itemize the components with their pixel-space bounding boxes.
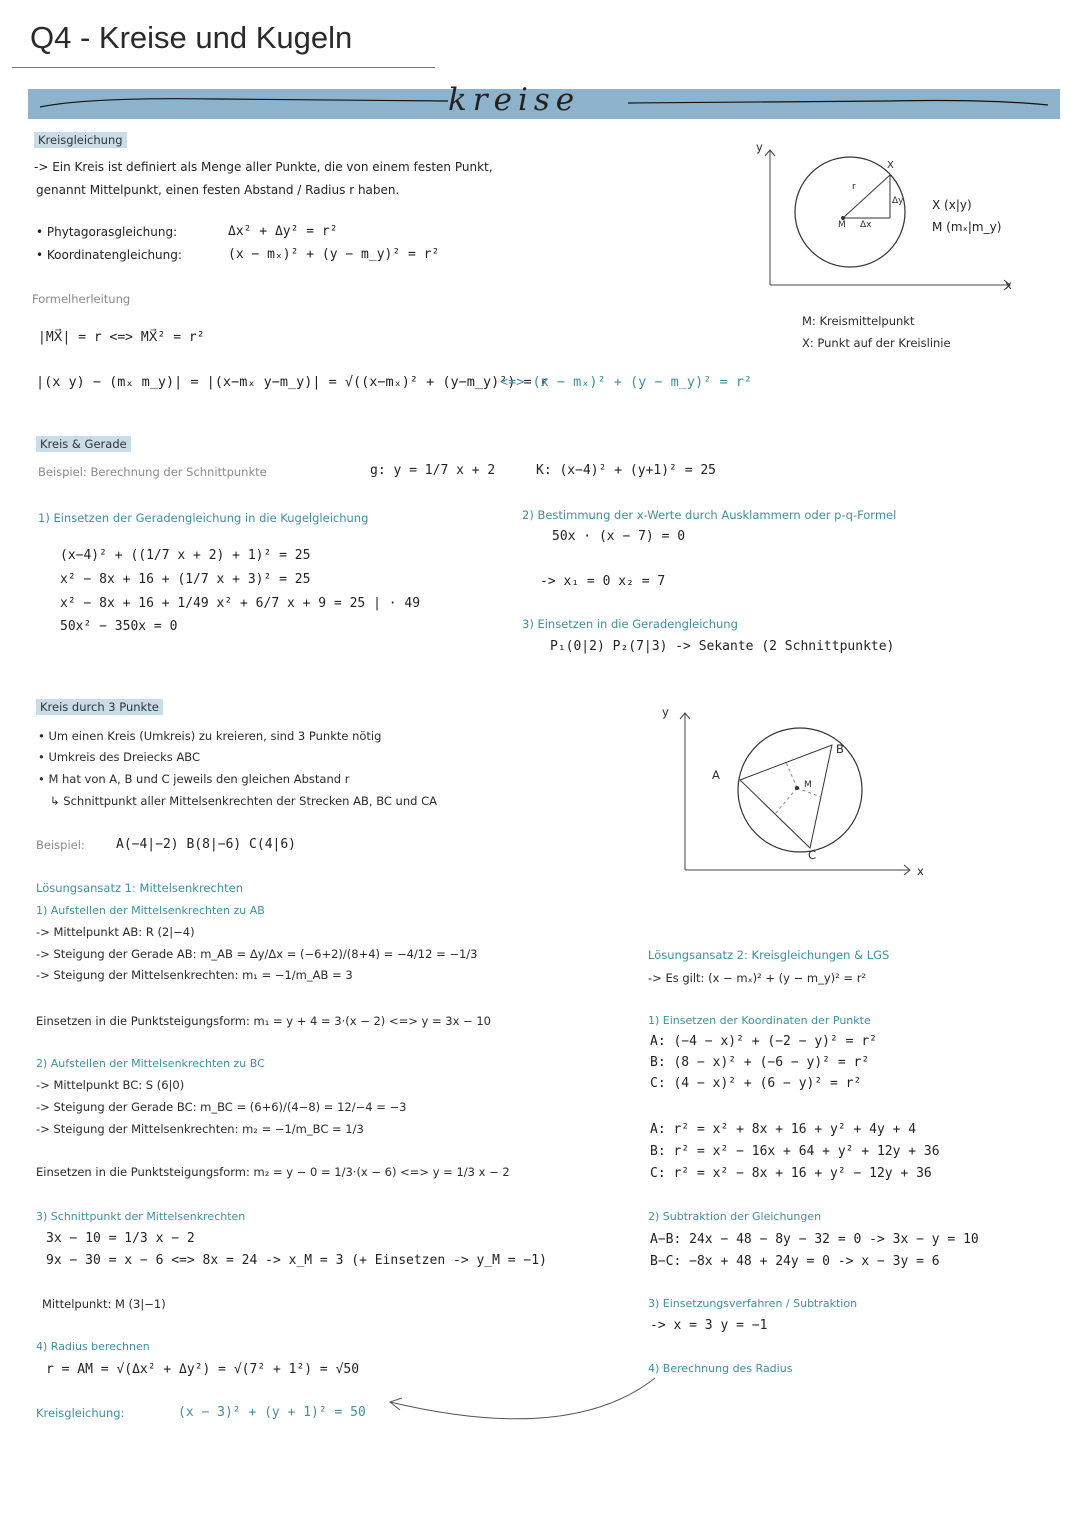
ansatz2-line-3: B: (8 − x)² + (−6 − y)² = r² (650, 1055, 870, 1070)
calc-line-4: 50x² − 350x = 0 (60, 619, 178, 634)
bullet-4: ↳ Schnittpunkt aller Mittelsenkrechten der Strecken AB, BC und CA (50, 794, 437, 808)
ansatz2-step3: 3) Einsetzungsverfahren / Subtraktion (648, 1297, 858, 1310)
calc-line-3: x² − 8x + 16 + 1/49 x² + 6/7 x + 9 = 25 | · 49 (60, 596, 421, 611)
ansatz1-kreisgleichung: (x − 3)² + (y + 1)² = 50 (178, 1405, 366, 1420)
diagram2-point-b: B (836, 742, 844, 756)
ansatz1-title: Lösungsansatz 1: Mittelsenkrechten (36, 881, 243, 895)
ansatz2-line-6: B: r² = x² − 16x + 64 + y² + 12y + 36 (650, 1144, 940, 1159)
ansatz1-line-12: r = AM = √(Δx² + Δy²) = √(7² + 1²) = √50 (46, 1362, 360, 1377)
curved-arrow (370, 1370, 670, 1460)
ansatz2-step4: 4) Berechnung des Radius (648, 1362, 793, 1375)
ansatz1-kreisgleichung-label: Kreisgleichung: (36, 1406, 125, 1420)
legend-m-meaning: M: Kreismittelpunkt (802, 314, 915, 328)
ansatz2-step2: 2) Subtraktion der Gleichungen (648, 1210, 822, 1223)
ansatz1-line-2: -> Steigung der Gerade AB: m_AB = Δy/Δx = (−6+2)/(8+4) = −4/12 = −1/3 (36, 947, 478, 961)
diagram1-x-label: x (1005, 278, 1012, 292)
banner-title: kreise (448, 82, 581, 118)
koordinaten-label: • Koordinatengleichung: (36, 248, 182, 262)
ansatz2-line-10: -> x = 3 y = −1 (650, 1318, 768, 1333)
title-rule (12, 67, 435, 68)
beispiel-label: Beispiel: (36, 838, 85, 852)
ansatz1-line-9: 3x − 10 = 1/3 x − 2 (46, 1231, 195, 1246)
diagram1-delta-y: Δy (892, 196, 904, 206)
bullet-2: • Umkreis des Dreiecks ABC (38, 750, 201, 764)
legend-x-meaning: X: Punkt auf der Kreislinie (802, 336, 951, 350)
page-title: Q4 - Kreise und Kugeln (30, 20, 353, 55)
derivation-line-2b: <=> (x − mₓ)² + (y − m_y)² = r² (500, 374, 752, 390)
ansatz1-line-1: -> Mittelpunkt AB: R (2|−4) (36, 925, 195, 939)
bullet-3: • M hat von A, B und C jeweils den gleichen Abstand r (38, 772, 350, 786)
formelherleitung-label: Formelherleitung (32, 292, 131, 306)
step1-einsetzen: 1) Einsetzen der Geradengleichung in die Kugelgleichung (38, 511, 369, 525)
ansatz2-line-5: A: r² = x² + 8x + 16 + y² + 4y + 4 (650, 1122, 917, 1137)
bullet-1: • Um einen Kreis (Umkreis) zu kreieren, sind 3 Punkte nötig (38, 729, 382, 743)
diagram1-radius-r: r (852, 182, 856, 192)
ansatz2-title: Lösungsansatz 2: Kreisgleichungen & LGS (648, 948, 890, 962)
calc-line-6: -> x₁ = 0 x₂ = 7 (540, 574, 666, 589)
legend-m-coords: M (mₓ|m_y) (932, 220, 1002, 234)
diagram1-point-m: M (838, 220, 846, 230)
definition-line-2: genannt Mittelpunkt, einen festen Abstand / Radius r haben. (36, 183, 400, 197)
calc-line-1: (x−4)² + ((1/7 x + 2) + 1)² = 25 (60, 548, 311, 563)
ansatz1-line-11: Mittelpunkt: M (3|−1) (42, 1297, 166, 1311)
derivation-line-2a: |(x y) − (mₓ m_y)| = |(x−mₓ y−m_y)| = √((x−mₓ)² + (y−m_y)²) = r (36, 374, 549, 390)
diagram1-point-x: X (887, 160, 894, 171)
ansatz1-line-5: -> Mittelpunkt BC: S (6|0) (36, 1078, 185, 1092)
ansatz2-line-9: B−C: −8x + 48 + 24y = 0 -> x − 3y = 6 (650, 1254, 940, 1269)
tag-kreis-gerade: Kreis & Gerade (36, 436, 131, 452)
beispiel-points: A(−4|−2) B(8|−6) C(4|6) (116, 837, 297, 852)
koordinaten-equation: (x − mₓ)² + (y − m_y)² = r² (228, 247, 440, 262)
step2-bestimmung: 2) Bestimmung der x-Werte durch Ausklammern oder p-q-Formel (522, 508, 897, 522)
ansatz2-line-1: -> Es gilt: (x − mₓ)² + (y − m_y)² = r² (648, 971, 867, 985)
calc-line-7: P₁(0|2) P₂(7|3) -> Sekante (2 Schnittpunkte) (550, 639, 895, 654)
circle-equation-k: K: (x−4)² + (y+1)² = 25 (536, 463, 717, 478)
ansatz1-line-8: Einsetzen in die Punktsteigungsform: m₂ = y − 0 = 1/3·(x − 6) <=> y = 1/3 x − 2 (36, 1165, 510, 1179)
ansatz1-step1: 1) Aufstellen der Mittelsenkrechten zu AB (36, 904, 265, 917)
step3-einsetzen: 3) Einsetzen in die Geradengleichung (522, 617, 738, 631)
beispiel-schnittpunkte: Beispiel: Berechnung der Schnittpunkte (38, 465, 267, 479)
diagram2-y-label: y (662, 705, 669, 719)
ansatz1-line-6: -> Steigung der Gerade BC: m_BC = (6+6)/(4−8) = 12/−4 = −3 (36, 1100, 407, 1114)
ansatz1-step4: 4) Radius berechnen (36, 1340, 150, 1353)
diagram1-delta-x: Δx (860, 220, 872, 230)
diagram2-x-label: x (917, 864, 924, 878)
ansatz1-line-7: -> Steigung der Mittelsenkrechten: m₂ = −1/m_BC = 1/3 (36, 1122, 364, 1136)
diagram2-point-m: M (804, 780, 812, 790)
ansatz1-line-10: 9x − 30 = x − 6 <=> 8x = 24 -> x_M = 3 (+ Einsetzen -> y_M = −1) (46, 1253, 547, 1268)
pythagoras-equation: Δx² + Δy² = r² (228, 224, 338, 239)
diagram2-point-a: A (712, 768, 720, 782)
line-equation-g: g: y = 1/7 x + 2 (370, 463, 496, 478)
calc-line-2: x² − 8x + 16 + (1/7 x + 3)² = 25 (60, 572, 311, 587)
ansatz2-line-2: A: (−4 − x)² + (−2 − y)² = r² (650, 1034, 877, 1049)
ansatz2-line-7: C: r² = x² − 8x + 16 + y² − 12y + 36 (650, 1166, 932, 1181)
pythagoras-label: • Phytagorasgleichung: (36, 225, 178, 239)
definition-line-1: -> Ein Kreis ist definiert als Menge aller Punkte, die von einem festen Punkt, (34, 160, 493, 174)
ansatz2-line-4: C: (4 − x)² + (6 − y)² = r² (650, 1076, 862, 1091)
ansatz1-step2: 2) Aufstellen der Mittelsenkrechten zu BC (36, 1057, 265, 1070)
derivation-line-1: |MX⃗| = r <=> MX⃗² = r² (38, 330, 205, 345)
triangle-circle-diagram (660, 705, 920, 880)
ansatz2-line-8: A−B: 24x − 48 − 8y − 32 = 0 -> 3x − y = 10 (650, 1232, 979, 1247)
diagram2-point-c: C (808, 848, 817, 862)
calc-line-5: 50x · (x − 7) = 0 (552, 529, 686, 544)
diagram1-y-label: y (756, 140, 763, 154)
legend-x-coords: X (x|y) (932, 198, 972, 212)
ansatz2-step1: 1) Einsetzen der Koordinaten der Punkte (648, 1014, 871, 1027)
tag-kreisgleichung: Kreisgleichung (34, 132, 127, 148)
ansatz1-line-4: Einsetzen in die Punktsteigungsform: m₁ = y + 4 = 3·(x − 2) <=> y = 3x − 10 (36, 1014, 491, 1028)
tag-kreis-3-punkte: Kreis durch 3 Punkte (36, 699, 163, 715)
ansatz1-line-3: -> Steigung der Mittelsenkrechten: m₁ = −1/m_AB = 3 (36, 968, 353, 982)
ansatz1-step3: 3) Schnittpunkt der Mittelsenkrechten (36, 1210, 246, 1223)
